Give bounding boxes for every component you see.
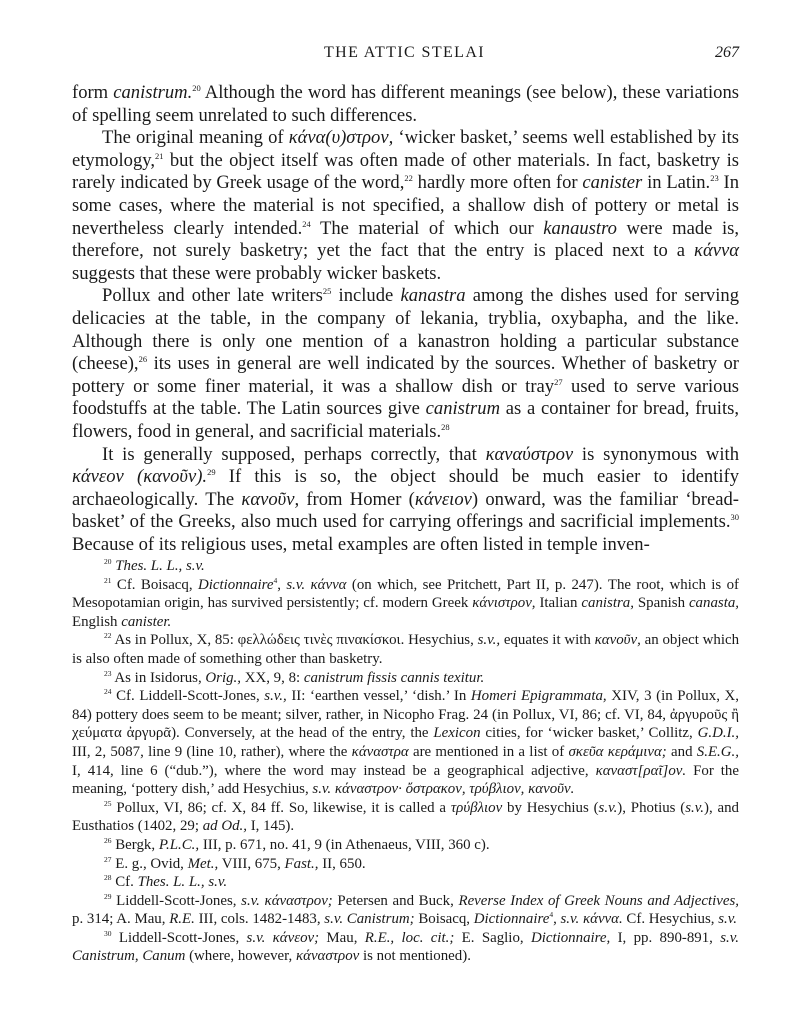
footnote-ref[interactable]: 29 (207, 467, 216, 478)
greek-term: καναύστρον (485, 443, 574, 465)
greek-term: κάνειον (414, 488, 472, 510)
italic-term: S.E.G., (696, 743, 739, 760)
italic-term: s.v. (718, 911, 737, 928)
text-run: Because of its religious uses, metal examples are often listed in temple inven- (72, 533, 650, 555)
footnote-number: 20 (104, 557, 112, 566)
italic-term: Dictionnaire (473, 911, 550, 928)
italic-term: s.v. κάνεον; (246, 929, 320, 946)
italic-term: P.L.C., (158, 836, 200, 853)
text-run: ‘wicker basket,’ seems well established by its etymology, (72, 127, 739, 171)
text-run: are mentioned in a list of (408, 743, 569, 760)
text-run: as a container for bread, fruits, flowers, food in general, and sacrificial materials. (72, 398, 739, 442)
text-run: In some cases, where the material is not specified, a shallow dish of pottery or metal is nevertheless clearly intended. (72, 172, 739, 239)
paragraph-2 (72, 127, 739, 285)
greek-term: σκεῦα κεράμινα; (568, 743, 667, 760)
footnote-ref[interactable]: 21 (154, 150, 164, 161)
text-run: As in Pollux, X, 85: φελλώδεις τινὲς πινακίσκοι. Hesychius, (114, 632, 478, 649)
footnote-20 (72, 557, 739, 576)
text-run: , (277, 576, 287, 593)
footnote-number: 21 (104, 575, 112, 585)
text-run: were made is, therefore, not surely basketry; yet the fact that the entry is placed next to a (72, 217, 740, 262)
text-run: I, 145). (246, 818, 295, 835)
text-run: XIV, 3 (in Pollux, X, 84) pottery does seem to be meant; silver, rather, in Nicopho Frag. 24 (in Pollux, VI, 86; cf. VI, 84, ἀργυροῦς ἢ χεύματα ἀργυρᾶ). Conversely, at the head of the entry, the (72, 688, 739, 742)
greek-term: κανοῦν, (594, 632, 641, 649)
footnote-29 (72, 892, 739, 929)
italic-term: Dictionnaire (197, 576, 274, 593)
text-run: used to serve various foodstuffs at the table. The Latin sources give (72, 375, 740, 420)
text-run: suggests that these were probably wicker baskets. (72, 262, 442, 284)
footnote-ref[interactable]: 22 (404, 173, 413, 184)
italic-term: kanaustro (543, 217, 617, 239)
page-number: 267 (715, 44, 739, 61)
text-run: and (666, 743, 697, 760)
italic-term: Thes. L. L., s.v. (115, 558, 205, 574)
italic-term: s.v. κάναστρον· ὄστρακον, τρύβλιον, κανοῦν. (312, 781, 575, 798)
text-run: in Latin. (642, 172, 711, 194)
footnotes (72, 557, 739, 966)
text-run: III, 2, 5087, line 9 (line 10, rather), where the (72, 743, 352, 760)
italic-term: Fast., (284, 855, 319, 872)
text-run: Cf. Hesychius, (622, 911, 719, 928)
text-run: ) onward, was the familiar ‘bread-basket’ of the Greeks, also much used for carrying offerings and sacrificial implements. (72, 488, 739, 533)
italic-term: s.v. Canistrum; (324, 911, 415, 928)
italic-term: s.v. κάναστρον; (241, 892, 333, 909)
text-run: Italian (535, 595, 582, 612)
text-run: I, 414, line 6 (“dub.”), where the word may instead be a geographical adjective, (72, 762, 596, 779)
text-run: , (553, 911, 561, 928)
footnote-ref[interactable]: 20 (192, 83, 201, 93)
text-run: from Homer ( (299, 488, 415, 510)
body-text (72, 82, 739, 556)
italic-term: G.D.I., (697, 725, 739, 742)
italic-term: s.v. κάννα. (560, 911, 623, 928)
text-run: Mau, (319, 929, 365, 946)
footnote-number: 29 (104, 891, 112, 901)
text-run: hardly more often for (412, 172, 583, 194)
footnote-25 (72, 799, 739, 836)
paragraph-4 (72, 444, 739, 557)
greek-term: κάνιστρον, (472, 595, 536, 612)
text-run: Boisacq, (414, 911, 474, 928)
footnote-ref[interactable]: 23 (710, 173, 719, 184)
italic-term: s.v. (598, 799, 618, 816)
footnote-number: 24 (104, 687, 112, 697)
text-run: ), and Eusthatios (1402, 29; (72, 799, 739, 835)
text-run: Bergk, (115, 836, 159, 853)
italic-term: s.v., (264, 688, 287, 705)
italic-term: canister. (121, 613, 172, 630)
text-run: Liddell-Scott-Jones, (116, 892, 242, 909)
footnote-ref[interactable]: 30 (730, 512, 739, 523)
text-run: XX, 9, 8: (241, 669, 304, 686)
text-run: (where, however, (185, 948, 296, 965)
paragraph-1 (72, 82, 739, 127)
footnote-number: 28 (104, 873, 112, 883)
text-run: is synonymous with (573, 443, 739, 465)
footnote-number: 25 (104, 798, 112, 808)
italic-term: canistra, (581, 595, 634, 612)
running-head (70, 44, 739, 68)
footnote-ref[interactable]: 28 (441, 421, 450, 432)
text-run: III, p. 671, no. 41, 9 (in Athenaeus, VIII, 360 c). (199, 836, 490, 853)
italic-term: canistrum (425, 398, 501, 420)
italic-term: canistrum. (113, 82, 193, 103)
paragraph-3 (72, 285, 739, 443)
italic-term: canister (582, 172, 643, 194)
text-run: Cf. Boisacq, (116, 576, 198, 593)
italic-term: R.E., loc. cit.; (364, 929, 455, 946)
italic-term: Met., (187, 855, 219, 872)
text-run: but the object itself was often made of other materials. In fact, basketry is rarely indicated by Greek usage of the word, (72, 149, 739, 194)
italic-term: s.v., (477, 632, 501, 649)
italic-term: Homeri Epigrammata, (470, 688, 607, 705)
text-run: I, pp. 890-891, (610, 929, 721, 946)
greek-term: κάνεον (κανοῦν). (72, 466, 208, 488)
italic-term: canasta, (688, 595, 739, 612)
text-run: Cf. (115, 874, 138, 891)
text-run: II, 650. (318, 855, 366, 872)
footnote-30 (72, 929, 739, 966)
footnote-number: 27 (104, 854, 112, 864)
footnote-ref[interactable]: 26 (138, 354, 148, 365)
text-run: If this is so, the object should be much easier to identify archaeologically. The (72, 466, 740, 510)
text-run: E. g., Ovid, (115, 855, 188, 872)
text-run: Pollux, VI, 86; cf. X, 84 ff. So, likewise, it is called a (116, 799, 451, 816)
footnote-ref[interactable]: 27 (554, 376, 563, 387)
italic-term: Lexicon (433, 725, 481, 742)
text-run: The material of which our (310, 217, 544, 239)
text-run: by Hesychius ( (502, 799, 599, 816)
greek-term: κάνα(υ)στρον, (288, 127, 394, 149)
text-run: The original meaning of (102, 127, 289, 149)
greek-term: κάναστρα (351, 743, 409, 760)
italic-term: kanastra (400, 285, 466, 307)
italic-term: Reverse Index of Greek Nouns and Adjectives, (458, 892, 739, 909)
footnote-22 (72, 631, 739, 668)
text-run: III, cols. 1482-1483, (194, 911, 325, 928)
text-run: p. 314; A. Mau, (72, 911, 170, 928)
text-run: VIII, 675, (218, 855, 285, 872)
footnote-28 (72, 873, 739, 892)
text-run: Petersen and Buck, (332, 892, 459, 909)
text-run: form (72, 82, 114, 103)
italic-term: s.v. (685, 799, 704, 816)
edition-superscript: 4 (273, 575, 278, 585)
text-run: cities, for ‘wicker basket,’ Collitz, (480, 725, 698, 742)
edition-superscript: 4 (549, 910, 554, 920)
greek-term: κάναστρον (295, 948, 360, 965)
footnote-26 (72, 836, 739, 855)
text-run: equates it with (500, 632, 595, 649)
italic-term: Thes. L. L., s.v. (137, 874, 228, 891)
text-run: Pollux and other late writers (102, 285, 323, 307)
greek-term: τρύβλιον (450, 799, 503, 816)
italic-term: s.v. Canistrum, Canum (72, 929, 739, 965)
text-run: E. Saglio, (454, 929, 531, 946)
text-run: Although the word has different meanings (see below), these variations of spelling seem unrelated to such differences. (72, 82, 740, 126)
italic-term: R.E. (169, 911, 195, 928)
running-title: THE ATTIC STELAI (323, 44, 486, 61)
text-run: Cf. Liddell-Scott-Jones, (116, 688, 265, 705)
footnote-number: 26 (104, 835, 112, 845)
footnote-24 (72, 687, 739, 799)
text-run: its uses in general are well indicated by the sources. Whether of basketry or pottery or some finer material, it was a shallow dish or tray (72, 353, 739, 397)
greek-term: καναστ[ραῖ]ον. (595, 762, 687, 779)
text-run: include (331, 285, 401, 307)
text-run: an object which is also often made of something other than basketry. (72, 632, 740, 667)
footnote-21 (72, 576, 739, 632)
greek-term: κάννα (694, 240, 739, 262)
text-run: It is generally supposed, perhaps correctly, that (102, 443, 486, 465)
text-run: Spanish (633, 595, 689, 612)
footnote-number: 22 (104, 631, 112, 641)
footnote-ref[interactable]: 24 (302, 218, 311, 229)
text-run: Liddell-Scott-Jones, (118, 929, 247, 946)
text-run: among the dishes used for serving delicacies at the table, in the company of lekania, tryblia, oxybapha, and the like. Although there is only one mention of a kanastron holding a particular substance (cheese), (72, 285, 739, 375)
text-run: ), Photius ( (617, 799, 686, 816)
italic-term: s.v. κάννα (286, 576, 347, 593)
greek-term: κανοῦν, (241, 488, 300, 510)
italic-term: Orig., (205, 669, 241, 686)
footnote-27 (72, 855, 739, 874)
text-run: is not mentioned). (359, 948, 471, 965)
italic-term: ad Od., (202, 818, 247, 835)
italic-term: canistrum fissis cannis texitur. (303, 669, 485, 686)
text-run: II: ‘earthen vessel,’ ‘dish.’ In (286, 688, 471, 705)
footnote-ref[interactable]: 25 (322, 286, 332, 297)
footnote-number: 23 (104, 668, 112, 678)
italic-term: Dictionnaire, (530, 929, 611, 946)
footnote-23 (72, 669, 739, 688)
text-run: English (72, 613, 122, 630)
footnote-number: 30 (104, 928, 112, 938)
text-run: For the meaning, ‘pottery dish,’ add Hesychius, (72, 762, 739, 798)
text-run: (on which, see Pritchett, Part II, p. 247). The root, which is of Mesopotamian origin, has survived persistently; cf. modern Greek (72, 576, 739, 612)
text-run: As in Isidorus, (114, 669, 206, 686)
